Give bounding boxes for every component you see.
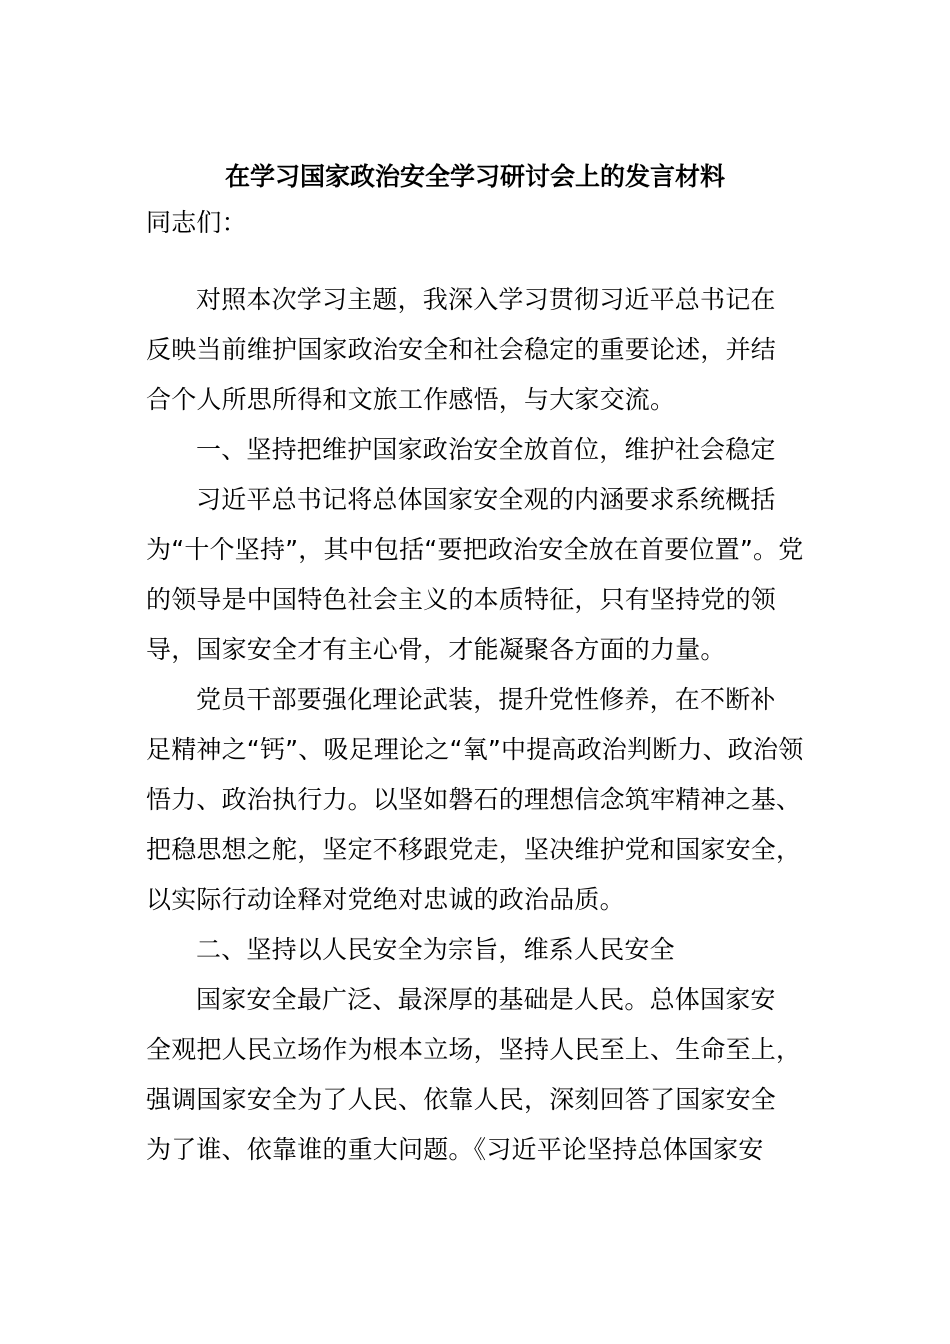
paragraph-line: 把稳思想之舵，坚定不移跟党走，坚决维护党和国家安全， xyxy=(146,835,802,864)
paragraph-line: 导，国家安全才有主心骨，才能凝聚各方面的力量。 xyxy=(146,635,726,664)
paragraph-line: 悟力、政治执行力。以坚如磐石的理想信念筑牢精神之基、 xyxy=(146,785,802,814)
salutation: 同志们： xyxy=(146,208,247,237)
paragraph-line: 足精神之“钙”、吸足理论之“氧”中提高政治判断力、政治领 xyxy=(146,735,804,764)
paragraph-line: 合个人所思所得和文旅工作感悟，与大家交流。 xyxy=(146,385,676,414)
paragraph-line: 习近平总书记将总体国家安全观的内涵要求系统概括 xyxy=(196,485,776,514)
section-heading-2: 二、坚持以人民安全为宗旨，维系人民安全 xyxy=(196,935,675,964)
paragraph-line: 对照本次学习主题，我深入学习贯彻习近平总书记在 xyxy=(196,285,776,314)
paragraph-line: 为“十个坚持”，其中包括“要把政治安全放在首要位置”。党 xyxy=(146,535,804,564)
section-heading-1: 一、坚持把维护国家政治安全放首位，维护社会稳定 xyxy=(196,435,776,464)
paragraph-line: 党员干部要强化理论武装，提升党性修养，在不断补 xyxy=(196,685,776,714)
paragraph-line: 为了谁、依靠谁的重大问题。《习近平论坚持总体国家安 xyxy=(146,1135,764,1164)
paragraph-line: 反映当前维护国家政治安全和社会稳定的重要论述，并结 xyxy=(146,335,777,364)
document-title: 在学习国家政治安全学习研讨会上的发言材料 xyxy=(224,162,725,191)
paragraph-line: 全观把人民立场作为根本立场，坚持人民至上、生命至上， xyxy=(146,1035,802,1064)
paragraph-line: 国家安全最广泛、最深厚的基础是人民。总体国家安 xyxy=(196,985,776,1014)
paragraph-line: 的领导是中国特色社会主义的本质特征，只有坚持党的领 xyxy=(146,585,777,614)
paragraph-line: 以实际行动诠释对党绝对忠诚的政治品质。 xyxy=(146,885,625,914)
paragraph-line: 强调国家安全为了人民、依靠人民，深刻回答了国家安全 xyxy=(146,1085,777,1114)
